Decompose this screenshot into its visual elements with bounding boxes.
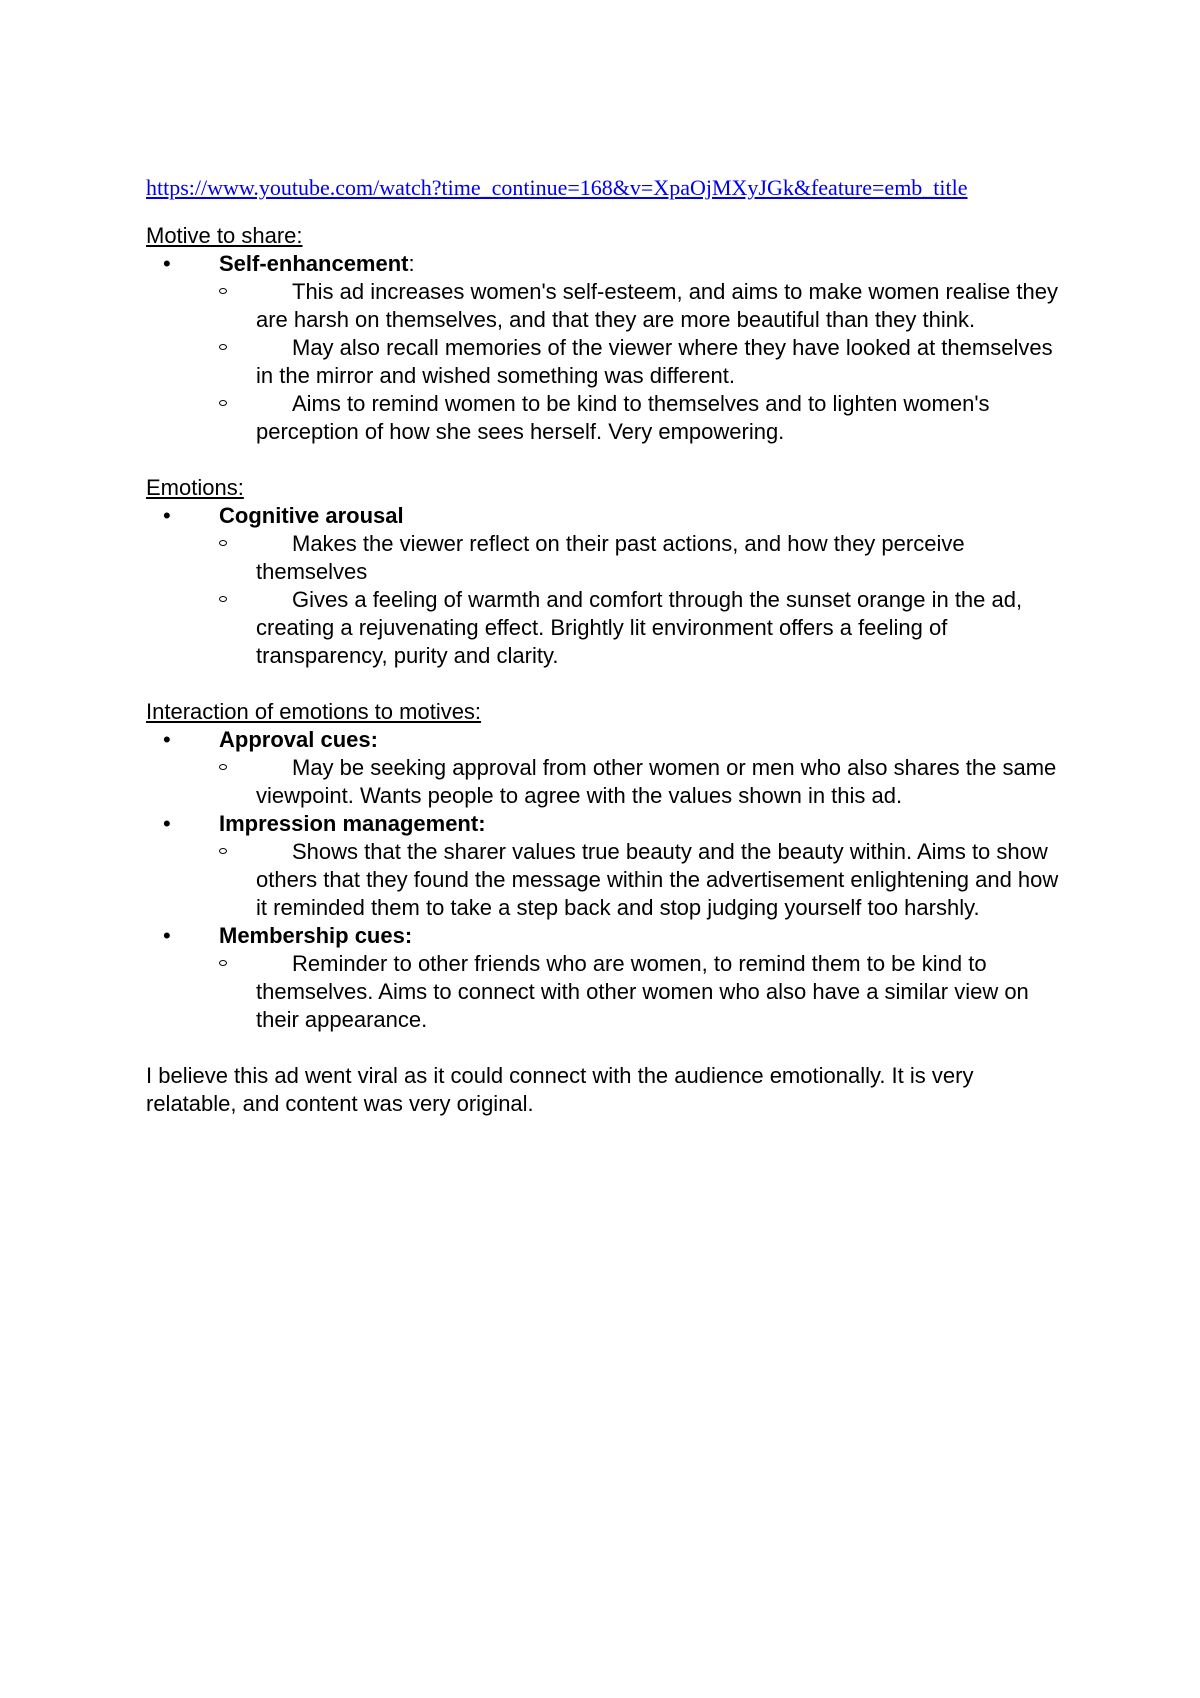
circle-bullet-icon bbox=[219, 596, 227, 602]
list-item bbox=[146, 922, 1066, 1034]
sub-bullet-list bbox=[219, 838, 1066, 922]
sub-bullet-list bbox=[219, 950, 1066, 1034]
circle-bullet-icon bbox=[219, 960, 227, 966]
list-item bbox=[219, 586, 1066, 670]
circle-bullet-icon bbox=[219, 764, 227, 770]
point-content: May also recall memories of the viewer where they have looked at themselves in the mirror and wished something was different. bbox=[256, 335, 1053, 388]
point-text bbox=[256, 755, 1056, 808]
bullet-icon: • bbox=[163, 251, 171, 276]
point-content: May be seeking approval from other women or men who also shares the same viewpoint. Wants people to agree with the values shown in this ad. bbox=[256, 755, 1057, 808]
point-content: Gives a feeling of warmth and comfort through the sunset orange in the ad, creating a rejuvenating effect. Brightly lit environment offers a feeling of transparency, purity and clarity. bbox=[256, 587, 1023, 668]
list-item bbox=[219, 530, 1066, 586]
point-content: This ad increases women's self-esteem, and aims to make women realise they are harsh on themselves, and that they are more beautiful than they think. bbox=[256, 279, 1058, 332]
item-label: Approval cues: bbox=[219, 727, 378, 752]
list-item bbox=[146, 502, 1066, 670]
bullet-list bbox=[146, 726, 1066, 1034]
circle-bullet-icon bbox=[219, 400, 227, 406]
list-item bbox=[219, 278, 1066, 334]
point-text bbox=[256, 391, 990, 444]
bullet-list bbox=[146, 502, 1066, 670]
section-heading: Emotions: bbox=[146, 475, 244, 500]
circle-bullet-icon bbox=[219, 288, 227, 294]
bullet-icon: • bbox=[163, 727, 171, 752]
item-label: Impression management: bbox=[219, 811, 486, 836]
section-emotions bbox=[146, 474, 1066, 670]
bullet-icon: • bbox=[163, 811, 171, 836]
youtube-link[interactable]: https://www.youtube.com/watch?time_continue=168&v=XpaOjMXyJGk&feature=emb_title bbox=[146, 175, 968, 200]
item-label: Membership cues: bbox=[219, 923, 413, 948]
point-content: Makes the viewer reflect on their past actions, and how they perceive themselves bbox=[256, 531, 965, 584]
section-heading: Motive to share: bbox=[146, 223, 303, 248]
item-label bbox=[219, 250, 1066, 278]
point-text bbox=[256, 279, 1058, 332]
conclusion-paragraph: I believe this ad went viral as it could connect with the audience emotionally. It is very relatable, and content was very original. bbox=[146, 1063, 974, 1116]
list-item bbox=[146, 726, 1066, 810]
list-item bbox=[219, 334, 1066, 390]
point-content: Aims to remind women to be kind to themselves and to lighten women's perception of how she sees herself. Very empowering. bbox=[256, 391, 990, 444]
point-text bbox=[256, 335, 1053, 388]
sub-bullet-list bbox=[219, 754, 1066, 810]
section-motive-to-share bbox=[146, 222, 1066, 446]
bullet-icon: • bbox=[163, 923, 171, 948]
section-interaction-of-emotions bbox=[146, 698, 1066, 1034]
list-item bbox=[219, 950, 1066, 1034]
item-label-text: Self-enhancement bbox=[219, 251, 409, 276]
sub-bullet-list bbox=[219, 278, 1066, 446]
list-item bbox=[219, 754, 1066, 810]
sub-bullet-list bbox=[219, 530, 1066, 670]
item-label: Cognitive arousal bbox=[219, 503, 404, 528]
point-content: Reminder to other friends who are women, to remind them to be kind to themselves. Aims to connect with other women who also have a similar view on their appearance. bbox=[256, 951, 1029, 1032]
circle-bullet-icon bbox=[219, 848, 227, 854]
list-item bbox=[146, 810, 1066, 922]
point-text bbox=[256, 839, 1058, 920]
circle-bullet-icon bbox=[219, 540, 227, 546]
list-item bbox=[219, 390, 1066, 446]
point-content: Shows that the sharer values true beauty and the beauty within. Aims to show others that they found the message within the advertisement enlightening and how it reminded them to take a step back and stop judging yourself too harshly. bbox=[256, 839, 1059, 920]
circle-bullet-icon bbox=[219, 344, 227, 350]
bullet-list bbox=[146, 250, 1066, 446]
document-page bbox=[146, 174, 1066, 1140]
bullet-icon: • bbox=[163, 503, 171, 528]
list-item bbox=[146, 250, 1066, 446]
section-heading: Interaction of emotions to motives: bbox=[146, 699, 482, 724]
list-item bbox=[219, 838, 1066, 922]
point-text bbox=[256, 587, 1022, 668]
item-label-suffix: : bbox=[408, 251, 415, 276]
point-text bbox=[256, 951, 1029, 1032]
point-text bbox=[256, 531, 965, 584]
